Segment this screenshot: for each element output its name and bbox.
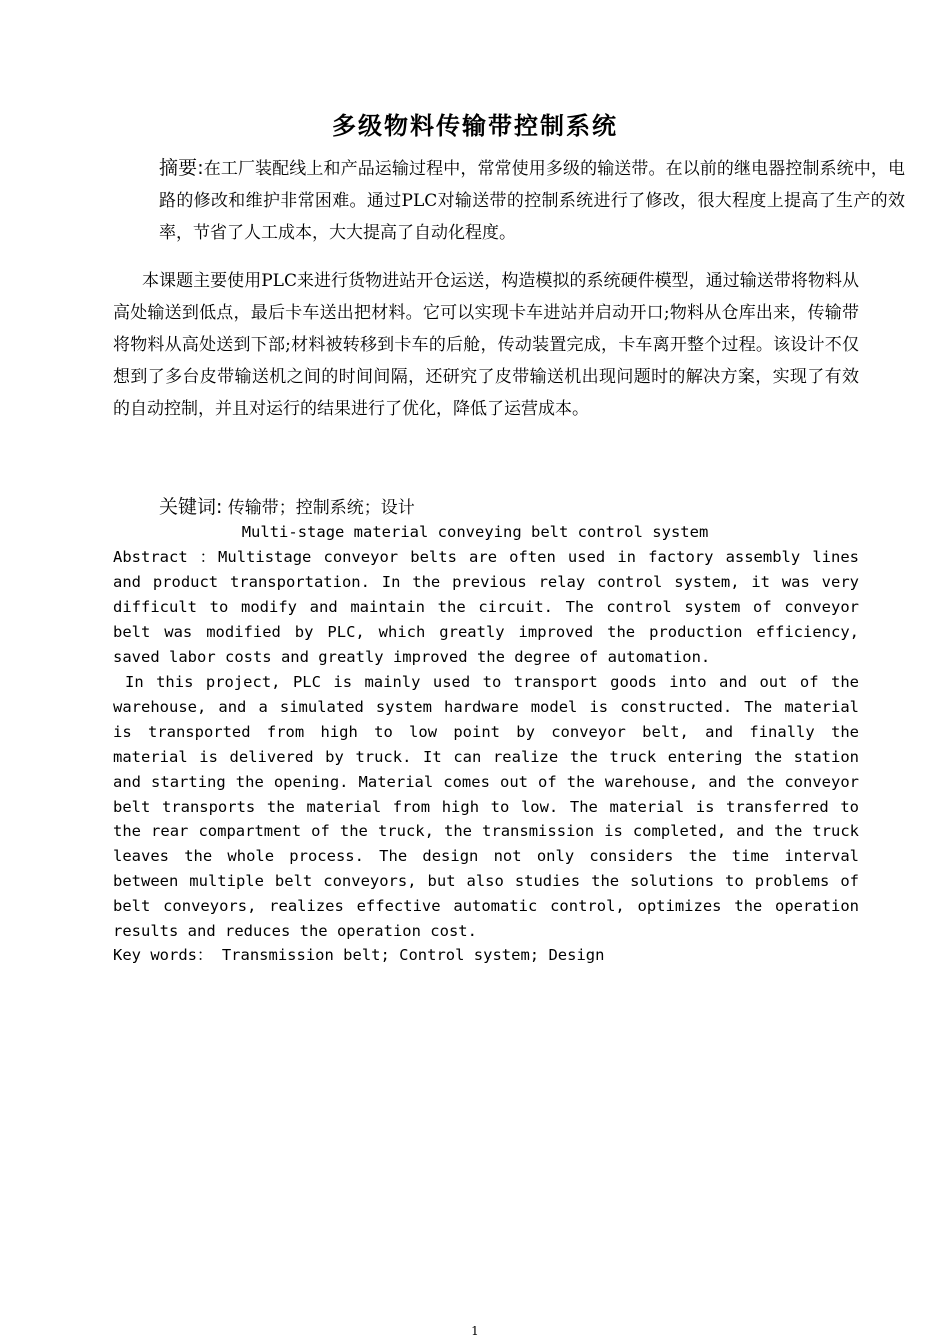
keywords-en	[113, 943, 604, 968]
abstract-en-paragraph-1: Abstract ：Multistage conveyor belts are often used in factory assembly lines and product transportation. In the previous relay control system, it was very difficult to modify and maintain the circuit. The control system of conveyor belt was modified by PLC, which greatly improved the production efficiency, saved labor costs and greatly improved the degree of automation.	[113, 548, 859, 666]
keywords-cn	[159, 494, 415, 521]
abstract-cn-text-1: 在工厂装配线上和产品运输过程中，常常使用多级的输送带。在以前的继电器控制系统中，电路的修改和维护非常困难。通过PLC对输送带的控制系统进行了修改，很大程度上提高了生产的效率，节省了人工成本，大大提高了自动化程度。	[159, 159, 906, 243]
page-number: 1	[471, 1324, 479, 1338]
keywords-en-text: Transmission belt; Control system; Design	[221, 946, 605, 964]
abstract-en-paragraph-2: In this project, PLC is mainly used to transport goods into and out of the warehouse, and a simulated system hardware model is constructed. The material is transported from high to low point by conveyor belt, and finally the material is delivered by truck. It can realize the truck entering the station and starting the opening. Material comes out of the warehouse, and the conveyor belt transports the material from high to low. The material is transferred to the rear compartment of the truck, the transmission is completed, and the truck leaves the whole process. The design not only considers the time interval between multiple belt conveyors, but also studies the solutions to problems of belt conveyors, realizes effective automatic control, optimizes the operation results and reduces the operation cost.	[113, 673, 859, 941]
keywords-cn-label: 关键词:	[159, 496, 223, 518]
keywords-en-label: Key words：	[113, 946, 213, 964]
keywords-cn-text: 传输带；控制系统；设计	[227, 498, 415, 518]
abstract-cn-paragraph-1	[113, 152, 905, 249]
abstract-cn-heading: 摘要:	[159, 157, 204, 179]
english-title: Multi-stage material conveying belt control system	[241, 523, 709, 541]
abstract-cn-paragraph-2: 本课题主要使用PLC来进行货物进站开仓运送，构造模拟的系统硬件模型，通过输送带将物料从高处输送到低点，最后卡车送出把材料。它可以实现卡车进站并启动开口;物料从仓库出来，传输带将物料从高处送到下部;材料被转移到卡车的后舱，传动装置完成，卡车离开整个过程。该设计不仅想到了多台皮带输送机之间的时间间隔，还研究了皮带输送机出现问题时的解决方案，实现了有效的自动控制，并且对运行的结果进行了优化，降低了运营成本。	[113, 271, 859, 419]
page-title: 多级物料传输带控制系统	[332, 111, 618, 140]
